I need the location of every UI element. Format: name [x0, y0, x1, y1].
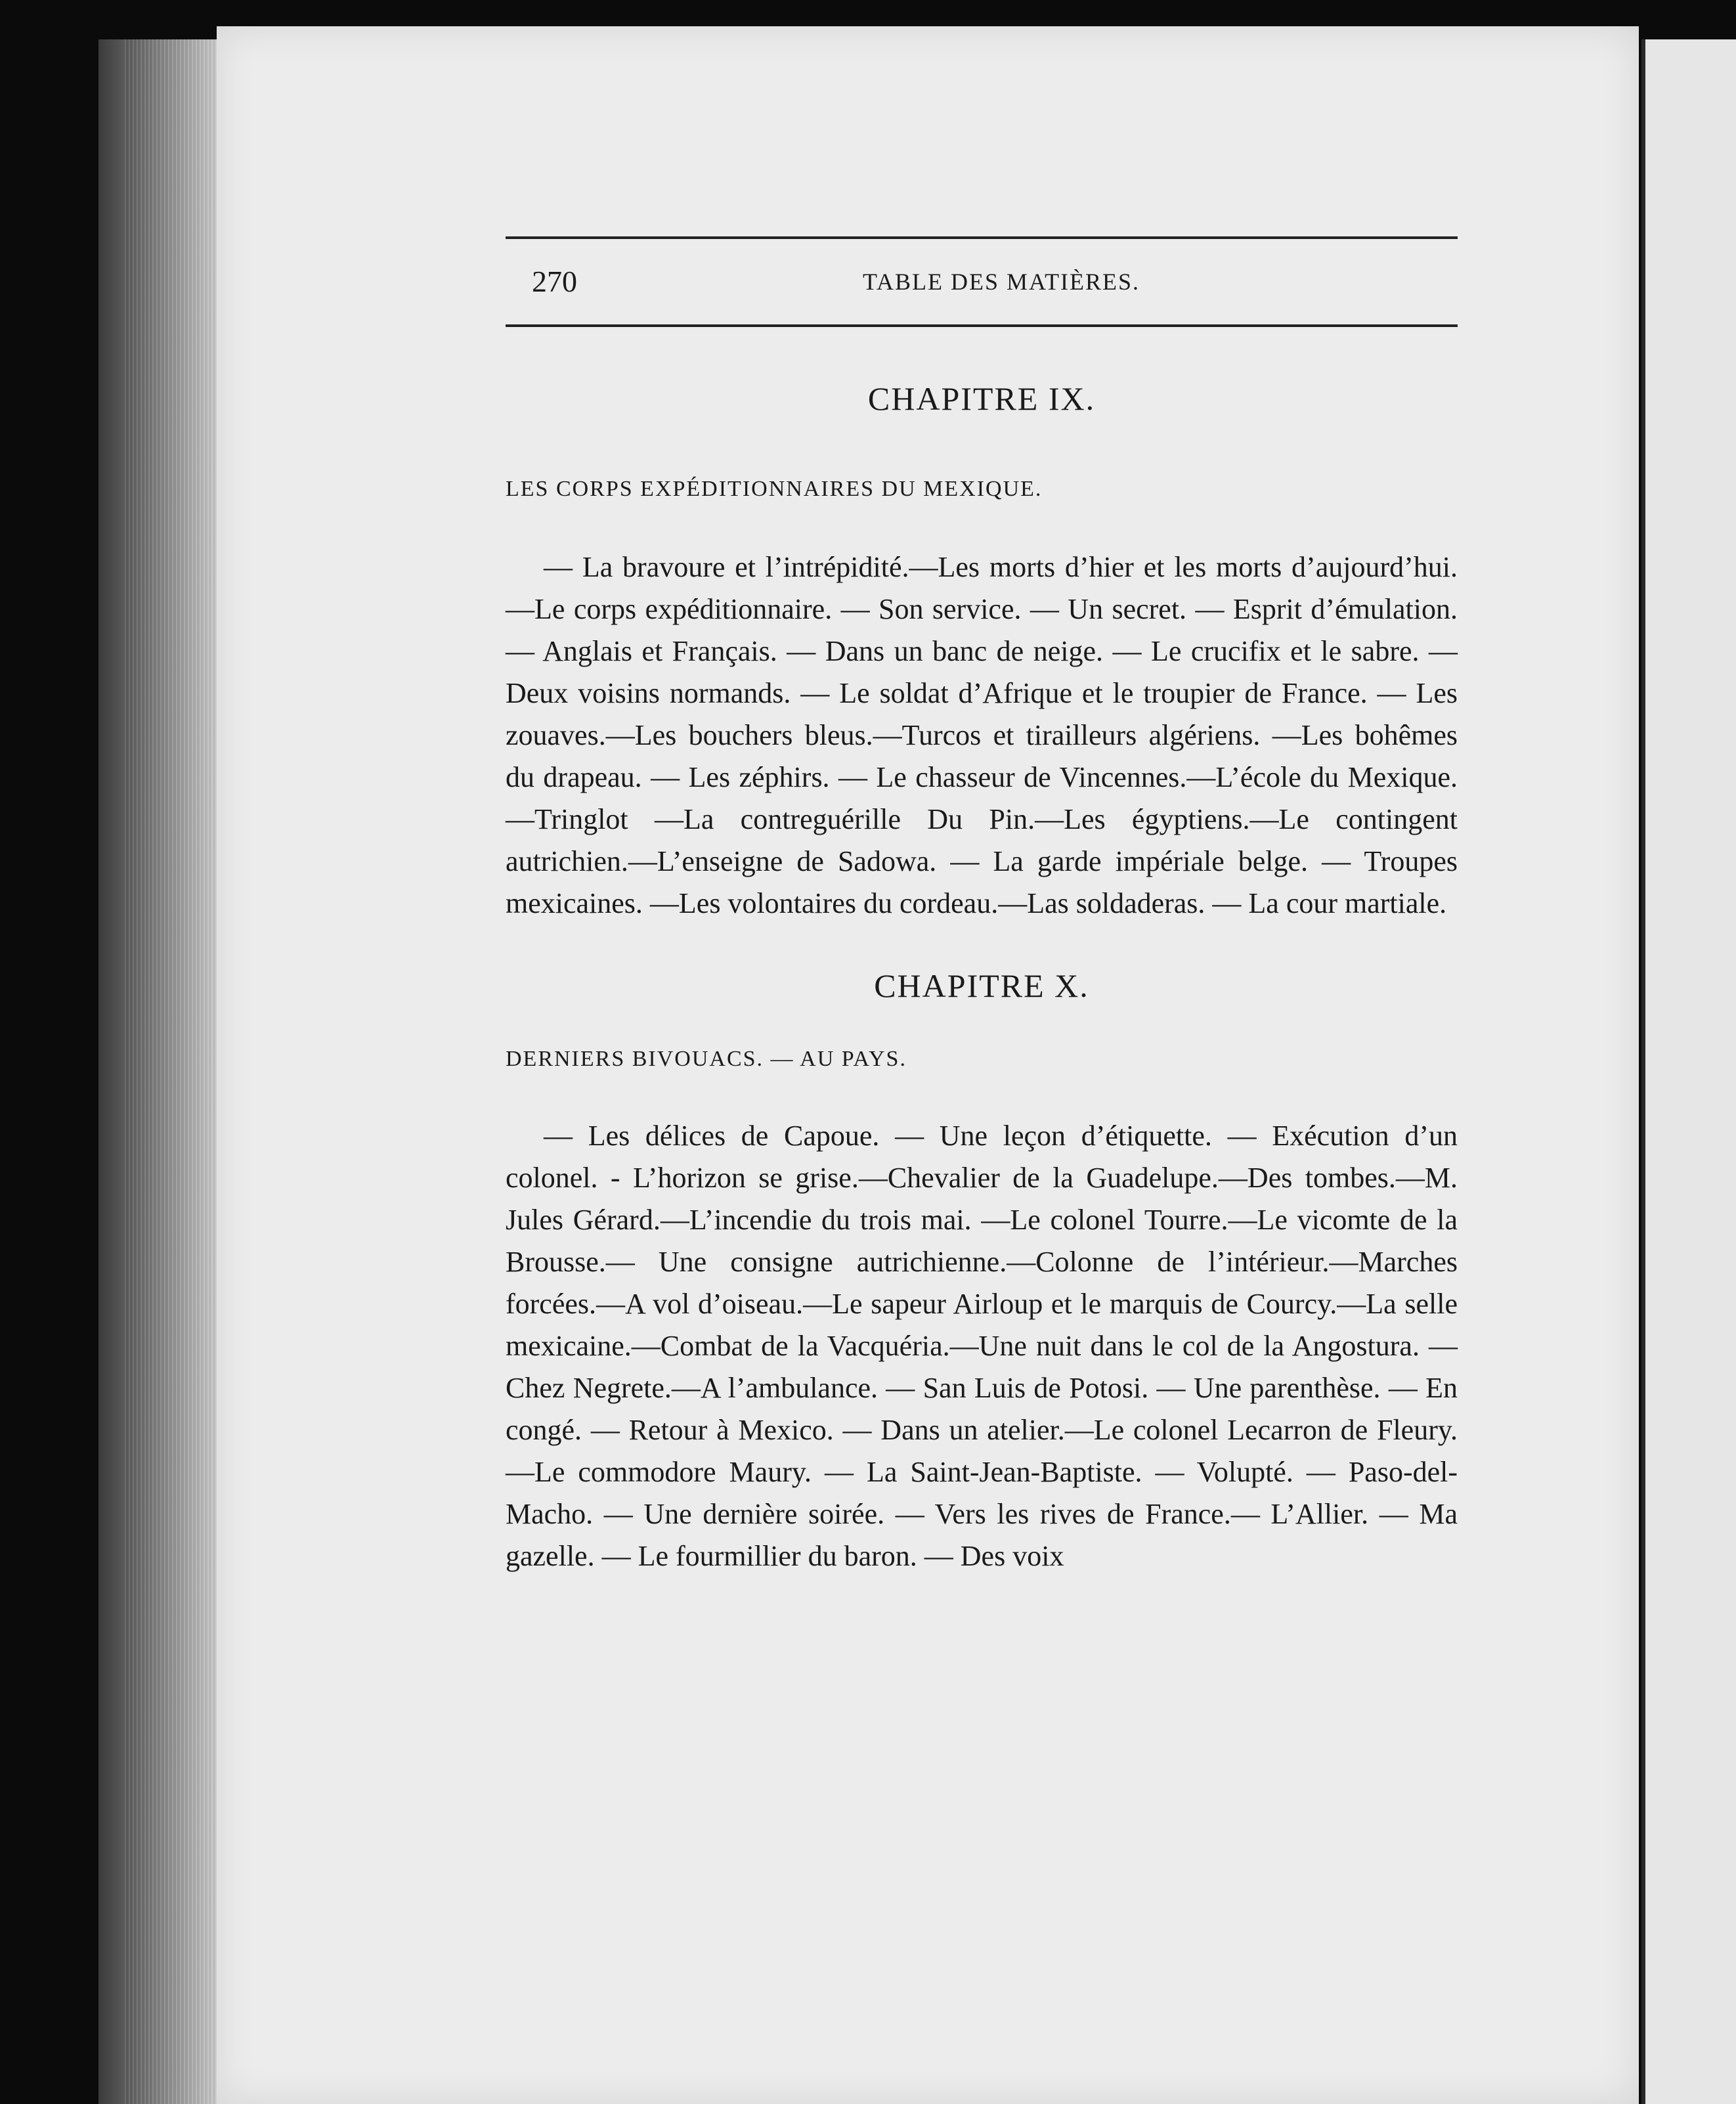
chapter-subtitle: LES CORPS EXPÉDITIONNAIRES DU MEXIQUE. — [506, 477, 1043, 501]
chapter-summary: — Les délices de Capoue. — Une leçon d’étiquette. — Exécution d’un colonel. - L’horizon se grise.—Chevalier de la Guadelupe.—Des tombes.—M. Jules Gérard.—L’incendie du trois mai. —Le colonel Tourre.—Le vicomte de la Brousse.— Une consigne autrichienne.—Colonne de l’intérieur.—Marches forcées.—A vol d’oiseau.—Le sapeur Airloup et le marquis de Courcy.—La selle mexicaine.—Combat de la Vacquéria.—Une nuit dans le col de la Angostura. — Chez Negrete.—A l’ambulance. — San Luis de Potosi. — Une parenthèse. — En congé. — Retour à Mexico. — Dans un atelier.—Le colonel Lecarron de Fleury.—Le commodore Maury. — La Saint-Jean-Baptiste. — Volupté. — Paso-del-Macho. — Une dernière soirée. — Vers les rives de France.— L’Allier. — Ma gazelle. — Le fourmillier du baron. — Des voix — [506, 1120, 1458, 1572]
chapter-summary: — La bravoure et l’intrépidité.—Les morts d’hier et les morts d’aujourd’hui.—Le corps expéditionnaire. — Son service. — Un secret. — Esprit d’émulation. — Anglais et Français. — Dans un banc de neige. — Le crucifix et le sabre. — Deux voisins normands. — Le soldat d’Afrique et le troupier de France. — Les zouaves.—Les bouchers bleus.—Turcos et tirailleurs algériens. —Les bohêmes du drapeau. — Les zéphirs. — Le chasseur de Vincennes.—L’école du Mexique.—Tringlot —La contreguérille Du Pin.—Les égyptiens.—Le contingent autrichien.—L’enseigne de Sadowa. — La garde impériale belge. — Troupes mexicaines. —Les volontaires du cordeau.—Las soldaderas. — La cour martiale. — [506, 551, 1458, 919]
chapter-subtitle: DERNIERS BIVOUACS. — AU PAYS. — [506, 1047, 907, 1071]
chapter-title: CHAPITRE X. — [874, 967, 1089, 1004]
chapter-title: CHAPITRE IX. — [867, 380, 1096, 417]
page-edge-lines — [125, 39, 223, 2104]
page-content — [506, 236, 1458, 1577]
chapter-x — [506, 967, 1458, 1577]
page-number: 270 — [532, 265, 577, 298]
page-header — [506, 239, 1458, 324]
running-title: TABLE DES MATIÈRES. — [862, 269, 1140, 295]
chapter-ix — [506, 380, 1458, 925]
header-bottom-rule — [506, 324, 1458, 327]
facing-page-edge — [1641, 39, 1736, 2104]
